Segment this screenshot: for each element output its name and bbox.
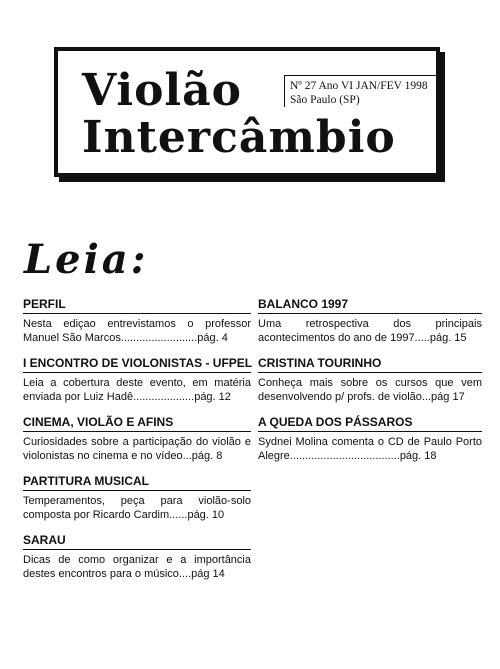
section-body: Curiosidades sobre a participação do violão e violonistas no cinema e no vídeo...pág. 8 bbox=[23, 436, 251, 462]
section-heading: A QUEDA DOS PÁSSAROS bbox=[258, 415, 482, 432]
masthead-title-line1: Violão bbox=[82, 65, 242, 116]
issue-location: São Paulo (SP) bbox=[290, 94, 360, 106]
section-body: Leia a cobertura deste evento, em matéria enviada por Luiz Hadê....................pág. 12 bbox=[23, 377, 251, 403]
masthead bbox=[54, 47, 440, 177]
section-body: Conheça mais sobre os cursos que vem desenvolvendo p/ profs. de violão...pág 17 bbox=[258, 377, 482, 403]
section-body: Uma retrospectiva dos principais acontecimentos do ano de 1997.....pág. 15 bbox=[258, 318, 482, 344]
section-heading: BALANCO 1997 bbox=[258, 297, 482, 314]
masthead-title-line2: Intercâmbio bbox=[82, 112, 396, 163]
contents-left-column bbox=[23, 297, 251, 592]
section-encontro-violonistas bbox=[23, 356, 251, 404]
section-body: Temperamentos, peça para violão-solo composta por Ricardo Cardim......pág. 10 bbox=[23, 495, 251, 521]
section-body: Sydnei Molina comenta o CD de Paulo Porto Alegre....................................pág. 18 bbox=[258, 436, 482, 462]
section-heading: PERFIL bbox=[23, 297, 251, 314]
issue-info bbox=[284, 75, 444, 107]
section-body: Nesta ediçao entrevistamos o professor Manuel São Marcos.........................pág. 4 bbox=[23, 318, 251, 344]
section-heading: I ENCONTRO DE VIOLONISTAS - UFPEL bbox=[23, 356, 251, 373]
section-queda-passaros bbox=[258, 415, 482, 463]
section-heading: CINEMA, VIOLÃO E AFINS bbox=[23, 415, 251, 432]
section-perfil bbox=[23, 297, 251, 345]
section-body: Dicas de como organizar e a importância destes encontros para o músico....pág 14 bbox=[23, 554, 251, 580]
section-heading: SARAU bbox=[23, 533, 251, 550]
section-cristina-tourinho bbox=[258, 356, 482, 404]
section-partitura bbox=[23, 474, 251, 522]
issue-number: Nº 27 Ano VI JAN/FEV 1998 bbox=[290, 80, 428, 92]
leia-heading: Leia: bbox=[24, 236, 149, 283]
contents-right-column bbox=[258, 297, 482, 474]
section-balanco bbox=[258, 297, 482, 345]
section-heading: CRISTINA TOURINHO bbox=[258, 356, 482, 373]
section-heading: PARTITURA MUSICAL bbox=[23, 474, 251, 491]
section-cinema bbox=[23, 415, 251, 463]
section-sarau bbox=[23, 533, 251, 581]
